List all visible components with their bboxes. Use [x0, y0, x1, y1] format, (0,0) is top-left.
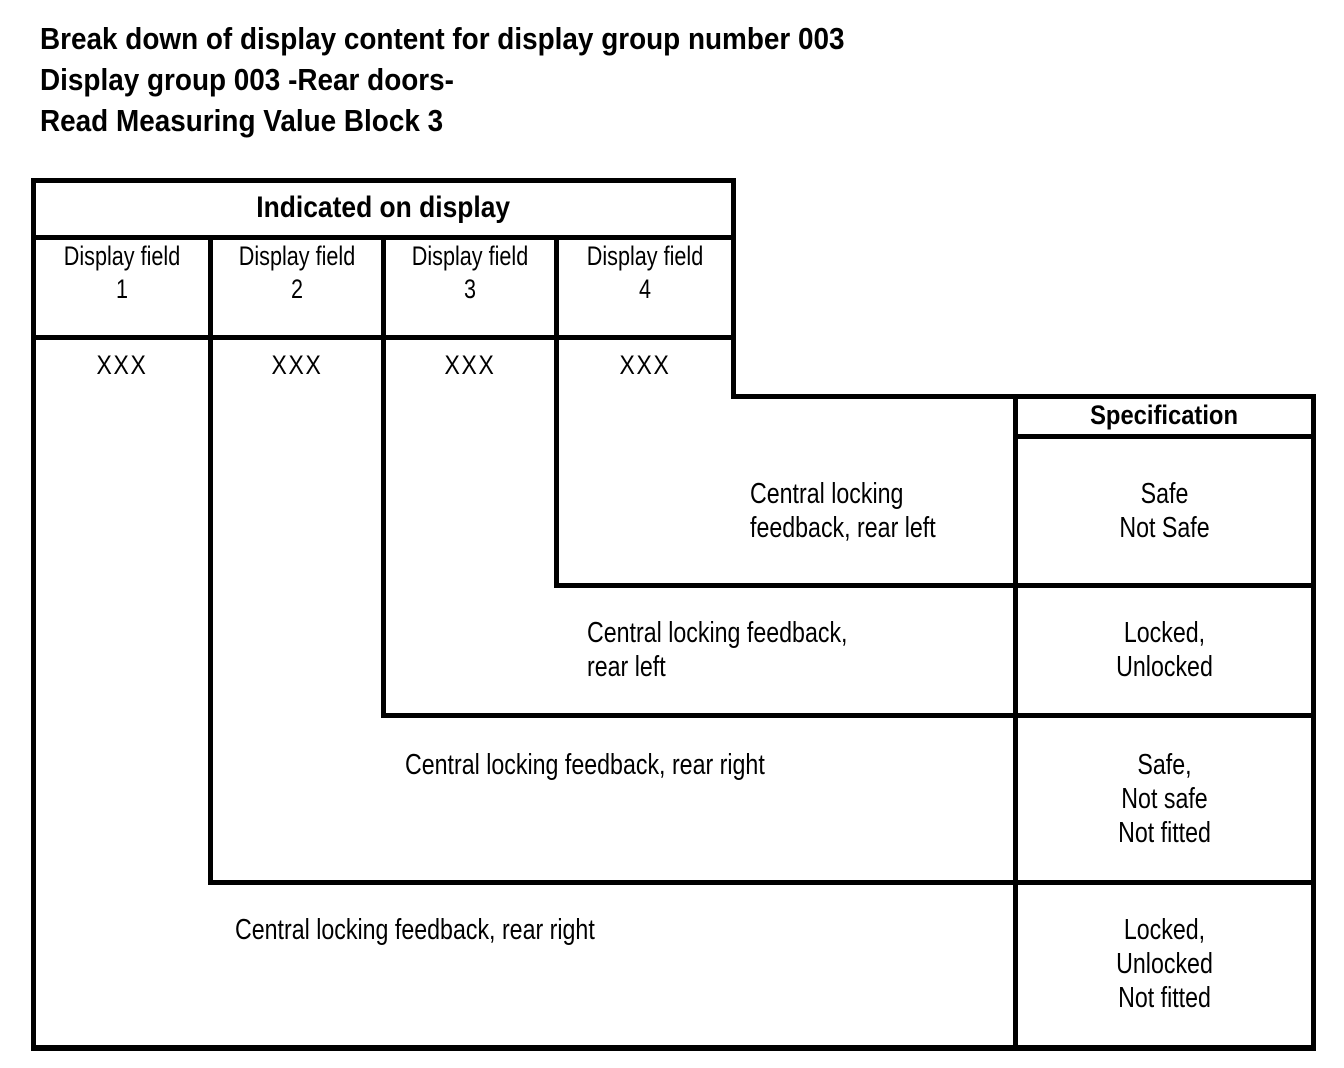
display-field-1-header — [36, 240, 208, 306]
spec-header-divider — [1013, 434, 1316, 439]
display-field-3-number: 3 — [463, 274, 477, 304]
row3-spec-line1: Safe, — [1137, 749, 1192, 781]
title-line-3: Read Measuring Value Block 3 — [40, 103, 444, 138]
display-field-2-value-text: XXX — [271, 350, 323, 380]
display-field-1-number: 1 — [115, 274, 129, 304]
row2-description — [587, 616, 913, 684]
row1-specification — [1013, 477, 1316, 545]
row3-description — [405, 748, 855, 782]
row3-description-line1: Central locking feedback, rear right — [405, 749, 765, 781]
display-field-4-value — [559, 350, 731, 381]
row2-description-line1: Central locking feedback, — [587, 617, 848, 649]
indicated-on-display-label: Indicated on display — [256, 190, 511, 224]
row2-spec-line2: Unlocked — [1116, 651, 1213, 683]
row4-spec-line2: Unlocked — [1116, 948, 1213, 980]
title-line-1: Break down of display content for display group number 003 — [40, 21, 845, 56]
row3-bottom-border — [208, 880, 1316, 885]
table-border-col1-col2 — [208, 235, 213, 885]
display-field-4-value-text: XXX — [619, 350, 671, 380]
table-border-bottom — [31, 1045, 1316, 1051]
row1-bottom-border — [554, 583, 1316, 588]
row3-specification — [1013, 748, 1316, 850]
table-border-col2-col3 — [381, 235, 386, 718]
display-field-4-number: 4 — [638, 274, 652, 304]
row3-spec-line3: Not fitted — [1118, 817, 1211, 849]
display-field-4-label: Display field — [586, 241, 704, 271]
row1-spec-line2: Not Safe — [1119, 512, 1210, 544]
display-field-2-header — [213, 240, 381, 306]
row4-specification — [1013, 913, 1316, 1015]
specification-label: Specification — [1090, 399, 1239, 430]
display-field-1-value-text: XXX — [96, 350, 148, 380]
row1-spec-line1: Safe — [1140, 478, 1189, 510]
display-field-3-header — [386, 240, 554, 306]
row2-description-line2: rear left — [587, 651, 666, 683]
indicated-on-display-header — [31, 180, 736, 235]
field-header-divider — [31, 335, 736, 340]
display-field-3-label: Display field — [411, 241, 529, 271]
row2-specification — [1013, 616, 1316, 684]
display-field-2-label: Display field — [238, 241, 356, 271]
display-field-1-label: Display field — [63, 241, 181, 271]
row4-description-line1: Central locking feedback, rear right — [235, 914, 595, 946]
row4-spec-line3: Not fitted — [1118, 982, 1211, 1014]
row1-description-line1: Central locking — [750, 478, 904, 510]
row2-bottom-border — [381, 713, 1316, 718]
row4-description — [235, 913, 685, 947]
title-line-2: Display group 003 -Rear doors- — [40, 62, 454, 97]
display-field-3-value — [386, 350, 554, 381]
table-border-left — [31, 178, 36, 1050]
row1-description-line2: feedback, rear left — [750, 512, 936, 544]
page-title — [40, 18, 934, 141]
specification-header — [1013, 396, 1316, 434]
display-field-1-value — [36, 350, 208, 381]
display-field-3-value-text: XXX — [444, 350, 496, 380]
row4-spec-line1: Locked, — [1123, 914, 1206, 946]
display-field-2-value — [213, 350, 381, 381]
display-field-2-number: 2 — [290, 274, 304, 304]
display-field-4-header — [559, 240, 731, 306]
row1-description — [750, 477, 982, 545]
row2-spec-line1: Locked, — [1123, 617, 1206, 649]
row3-spec-line2: Not safe — [1121, 783, 1208, 815]
